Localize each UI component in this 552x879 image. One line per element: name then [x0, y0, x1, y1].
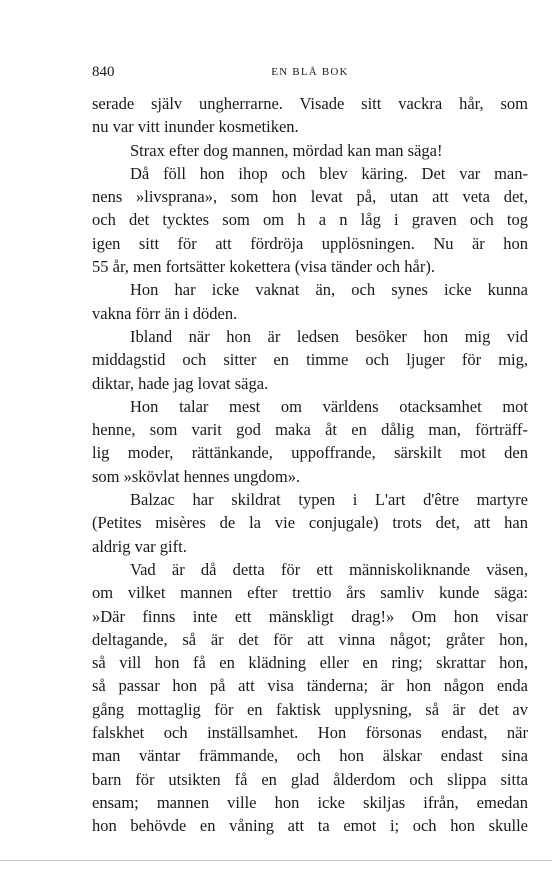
text-line: gång mottaglig för en faktisk upplysning, så är det av: [92, 699, 528, 719]
text-line: henne, som varit god maka åt en dålig man, förträff-: [92, 420, 528, 440]
text-line: vakna förr än i döden.: [92, 303, 238, 323]
body-text: [92, 92, 528, 838]
running-title: EN BLÅ BOK: [271, 66, 349, 78]
text-line: nu var vitt inunder kosmetiken.: [92, 117, 299, 137]
text-line: »Där finns inte ett mänskligt drag!» Om hon visar: [92, 606, 528, 626]
text-line: Vad är då detta för ett människoliknande väsen,: [130, 559, 528, 579]
text-line: nens »livsprana», som hon levat på, utan att veta det,: [92, 187, 528, 207]
page-number: 840: [92, 64, 115, 80]
text-line: (Petites misères de la vie conjugale) trots det, att han: [92, 513, 528, 533]
text-line: hon behövde en våning att ta emot i; och hon skulle: [92, 816, 528, 836]
text-line: Hon har icke vaknat än, och synes icke kunna: [130, 280, 528, 300]
text-line: Ibland när hon är ledsen besöker hon mig vid: [130, 326, 528, 346]
text-line: 55 år, men fortsätter kokettera (visa tänder och hår).: [92, 257, 435, 277]
text-line: Strax efter dog mannen, mördad kan man säga!: [130, 140, 443, 160]
page-header: [92, 64, 528, 84]
text-line: och det tycktes som om h a n låg i graven och tog: [92, 210, 528, 230]
text-line: aldrig var gift.: [92, 536, 187, 556]
text-line: så passar hon på att visa tänderna; är hon någon enda: [92, 676, 528, 696]
text-line: deltagande, så är det för att vinna något; gråter hon,: [92, 629, 528, 649]
scan-edge-divider: [0, 860, 552, 861]
text-line: barn för utsikten få en glad ålderdom och slippa sitta: [92, 769, 528, 789]
text-line: serade själv ungherrarne. Visade sitt vackra hår, som: [92, 94, 528, 113]
text-line: som »skövlat hennes ungdom».: [92, 466, 301, 486]
text-line: igen sitt för att fördröja upplösningen. Nu är hon: [92, 233, 528, 253]
text-line: Hon talar mest om världens otacksamhet mot: [130, 396, 528, 416]
text-line: falskhet och inställsamhet. Hon försonas endast, när: [92, 723, 528, 743]
text-line: middagstid och sitter en timme och ljuger för mig,: [92, 350, 528, 370]
text-line: diktar, hade jag lovat säga.: [92, 373, 269, 393]
text-line: ensam; mannen ville hon icke skiljas ifrån, emedan: [92, 792, 528, 812]
text-line: man väntar främmande, och hon älskar endast sina: [92, 746, 528, 766]
text-line: Balzac har skildrat typen i L'art d'être martyre: [130, 490, 528, 510]
text-line: lig moder, rättänkande, uppoffrande, särskilt mot den: [92, 443, 528, 463]
text-line: om vilket mannen efter trettio års samliv kunde säga:: [92, 583, 528, 603]
text-line: Då föll hon ihop och blev käring. Det var man-: [130, 163, 528, 183]
text-line: så vill hon få en klädning eller en ring; skrattar hon,: [92, 653, 528, 673]
